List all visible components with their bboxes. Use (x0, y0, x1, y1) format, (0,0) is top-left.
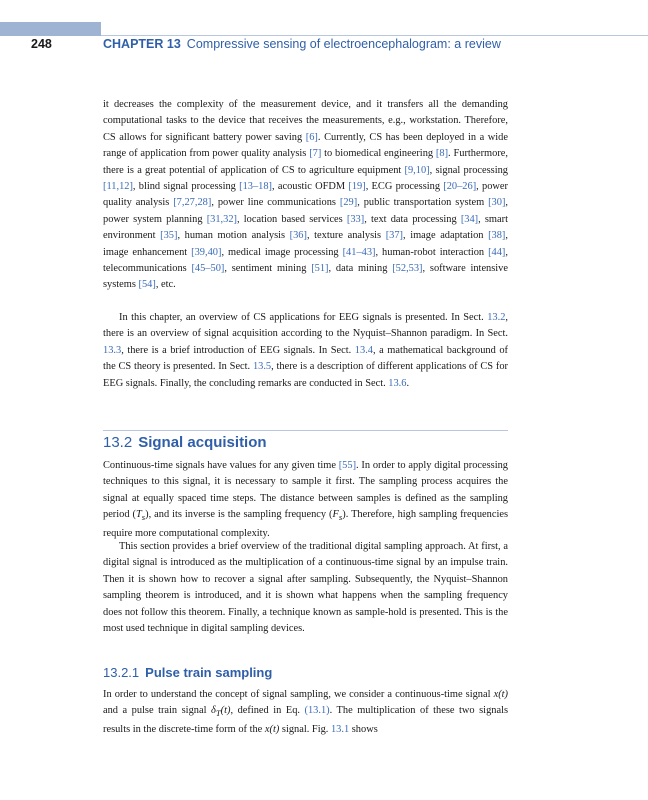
paragraph-chapter-overview (103, 310, 508, 392)
citation-link[interactable]: [34] (460, 213, 479, 225)
text-run: . Currently, CS has been deployed in a wide range of application from power quality analysis (103, 131, 508, 160)
section-link[interactable]: 13.6 (388, 377, 407, 389)
text-run: , power system planning (103, 197, 509, 225)
citation-link[interactable]: [36] (289, 230, 307, 242)
citation-link[interactable]: [8] (435, 148, 449, 160)
citation-link[interactable]: [44] (488, 246, 506, 258)
citation-link[interactable]: [45–50] (191, 263, 225, 275)
citation-link[interactable]: [29] (339, 197, 358, 209)
section-heading (103, 434, 267, 451)
text-run: , medical image processing (221, 246, 343, 258)
citation-link[interactable]: [33] (346, 213, 365, 225)
section-link[interactable]: 13.2 (487, 312, 506, 323)
text-run: . In order to apply digital processing techniques to this signal, it is necessary to sample it first. The sampling process acquires the signal at equally spaced time steps. The distance between samples is defined as the sampling period ( (103, 460, 508, 521)
text-run: In this chapter, an overview of CS applications for EEG signals is presented. In Sect. (119, 312, 488, 323)
citation-link[interactable]: [13–18] (239, 181, 273, 193)
text-run: , public transportation system (357, 197, 489, 209)
citation-link[interactable]: [41–43] (342, 246, 376, 258)
page-number: 248 (31, 37, 52, 51)
math-symbol: (t) (220, 705, 231, 717)
citation-link[interactable]: [6] (305, 131, 318, 143)
text-run: , telecommunications (103, 246, 508, 275)
math-symbol: x(t) (264, 723, 280, 735)
section-link[interactable]: 13.4 (354, 344, 373, 356)
text-run: , software intensive systems (103, 263, 508, 291)
citation-link[interactable]: [11,12] (103, 181, 133, 193)
citation-link[interactable]: [37] (385, 230, 403, 242)
text-run: ). Therefore, high sampling frequencies require more computational complexity. (103, 509, 508, 539)
section-title: Signal acquisition (138, 434, 267, 451)
section-number: 13.2 (103, 434, 133, 451)
text-run: , data mining (328, 263, 393, 275)
text-run: , a mathematical background of the CS theory is presented. In Sect. (103, 344, 508, 373)
equation-link[interactable]: (13.1) (304, 705, 330, 717)
text-run: , etc. (155, 279, 176, 291)
text-run: . (406, 377, 410, 389)
citation-link[interactable]: [31,32] (206, 213, 238, 225)
math-symbol: x(t) (493, 689, 508, 700)
math-symbol: F (332, 509, 339, 521)
text-run: and a pulse train signal (103, 705, 211, 717)
math-symbol: δ (210, 705, 216, 717)
text-run: , ECG processing (365, 181, 444, 193)
citation-link[interactable]: [30] (488, 197, 506, 209)
text-run: , there is a description of different applications of CS for EEG signals. Finally, the concluding remarks are conducted in Sect. (103, 361, 508, 389)
citation-link[interactable]: [9,10] (404, 164, 430, 176)
text-run: , image enhancement (103, 230, 508, 258)
running-header (31, 37, 648, 55)
header-rule (101, 35, 648, 36)
text-run: , sentiment mining (224, 263, 312, 275)
text-run: , texture analysis (306, 230, 386, 242)
section-link[interactable]: 13.5 (252, 361, 272, 373)
section-divider (103, 430, 508, 431)
text-run: , acoustic OFDM (272, 181, 349, 193)
text-run: , text data processing (364, 213, 461, 225)
text-run: , signal processing (429, 164, 508, 176)
citation-link[interactable]: [54] (138, 279, 156, 291)
paragraph-intro-applications (103, 97, 508, 294)
text-run: , blind signal processing (132, 181, 240, 193)
citation-link[interactable]: [7] (309, 148, 322, 160)
math-subscript: T (215, 708, 221, 719)
citation-link[interactable]: [55] (338, 460, 357, 471)
text-run: , there is an overview of signal acquisition according to the Nyquist–Shannon paradigm. In Sect. (103, 312, 508, 340)
citation-link[interactable]: [39,40] (191, 246, 222, 258)
text-run: Continuous-time signals have values for any given time (103, 460, 339, 471)
text-run: , location based services (237, 213, 347, 225)
text-run: it decreases the complexity of the measurement device, and it transfers all the demanding computational tasks to the device that receives the measurements, e.g., workstation. Therefore, CS allows for significant battery power saving (103, 99, 508, 143)
math-symbol: T (135, 509, 142, 521)
text-run: shows (349, 723, 378, 735)
text-run: , power quality analysis (103, 181, 508, 209)
text-run: , there is a brief introduction of EEG signals. In Sect. (121, 344, 355, 356)
text-run: . The multiplication of these two signals results in the discrete-time form of the (103, 705, 508, 735)
figure-link[interactable]: 13.1 (330, 723, 350, 735)
subsection-title: Pulse train sampling (145, 665, 273, 680)
text-run: , smart environment (103, 213, 508, 242)
paragraph-section-overview (103, 539, 508, 637)
section-link[interactable]: 13.3 (103, 344, 122, 356)
text-run: . Furthermore, there is a great potential of application of CS to agriculture equipment (103, 148, 509, 176)
citation-link[interactable]: [7,27,28] (173, 197, 212, 209)
citation-link[interactable]: [52,53] (392, 263, 423, 275)
paragraph-continuous-time (103, 458, 508, 542)
math-subscript: s (338, 512, 343, 523)
citation-link[interactable]: [38] (488, 230, 506, 242)
text-run: , human-robot interaction (375, 246, 489, 258)
citation-link[interactable]: [20–26] (443, 181, 477, 193)
text-run: In order to understand the concept of signal sampling, we consider a continuous-time signal (103, 689, 494, 700)
text-run: , image adaptation (403, 230, 489, 242)
text-run: This section provides a brief overview of the traditional digital sampling approach. At first, a digital signal is introduced as the multiplication of a continuous-time signal by an impulse train. Then it is shown how to recover a signal after sampling. Subsequently, the Nyquist–Shannon sampling theorem is introduced, and it is shown what happens when the sampling frequency does not follow this theorem. Finally, a technique known as sample-hold is presented. This is the most used technique in digital sampling devices. (103, 541, 508, 635)
chapter-label: CHAPTER 13 (103, 37, 181, 51)
text-run: ), and its inverse is the sampling frequency ( (145, 509, 333, 521)
citation-link[interactable]: [51] (311, 263, 329, 275)
text-run: , human motion analysis (177, 230, 290, 242)
citation-link[interactable]: [19] (348, 181, 366, 193)
text-run: signal. Fig. (279, 723, 331, 735)
subsection-number: 13.2.1 (103, 665, 140, 680)
citation-link[interactable]: [35] (160, 230, 178, 242)
paragraph-pulse-train (103, 687, 508, 738)
text-run: , power line communications (211, 197, 340, 209)
text-run: to biomedical engineering (321, 148, 436, 160)
chapter-title: Compressive sensing of electroencephalogram: a review (186, 37, 501, 51)
text-run: , defined in Eq. (230, 705, 305, 717)
math-subscript: s (141, 512, 146, 523)
subsection-heading (103, 665, 272, 680)
header-color-bar (0, 22, 101, 36)
